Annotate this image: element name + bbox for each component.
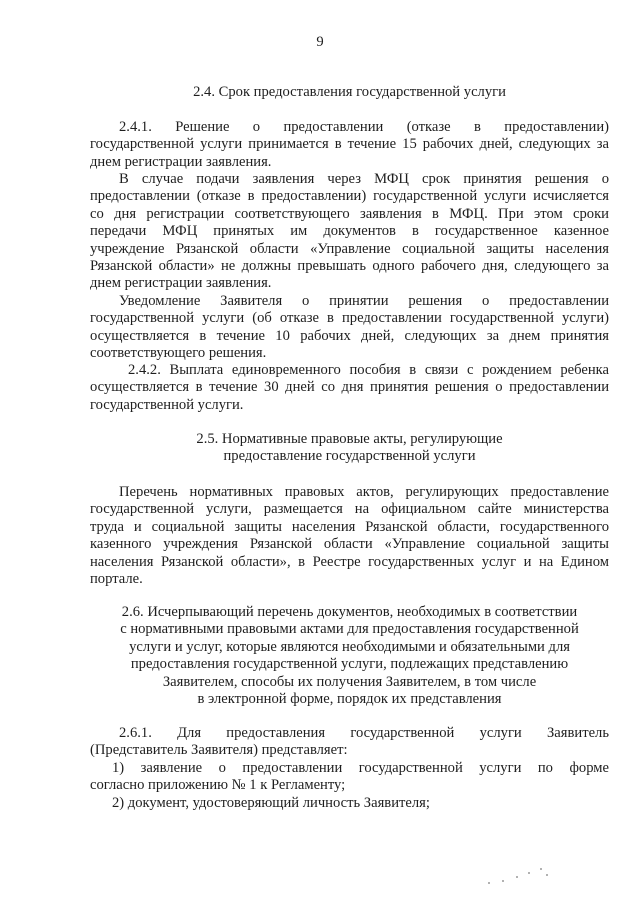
- list-item-application: 1) заявление о предоставлении государственной услуги по форме согласно приложению № 1 к Регламенту;: [90, 760, 609, 794]
- paragraph-2-4-2: 2.4.2. Выплата единовременного пособия в связи с рождением ребенка осуществляется в течение 30 дней со дня принятия решения о предоставлении государственной услуги.: [90, 362, 609, 413]
- section-heading-2-5: 2.5. Нормативные правовые акты, регулирующие предоставление государственной услуги: [196, 431, 503, 465]
- list-item-identity-document: 2) документ, удостоверяющий личность Заявителя;: [112, 795, 430, 811]
- paragraph-2-5-acts: Перечень нормативных правовых актов, регулирующих предоставление государственной услуги, размещается на официальном сайте министерства труда и социальной защиты населения Рязанской области, государственного казенного учреждения Рязанской области «Управление социальной защиты населения Рязанской области», в Реестре государственных услуг и на Едином портале.: [90, 484, 609, 588]
- paragraph-applicant-notice: Уведомление Заявителя о принятии решения о предоставлении государственной услуги (об отказе в предоставлении государственной услуги) осуществляется в течение 10 рабочих дней, следующих за днем принятия соответствующего решения.: [90, 293, 609, 362]
- page-number: 9: [316, 34, 324, 50]
- paragraph-2-4-1: 2.4.1. Решение о предоставлении (отказе в предоставлении) государственной услуги принимается в течение 15 рабочих дней, следующих за днем регистрации заявления.: [90, 119, 609, 170]
- paragraph-mfc-deadline: В случае подачи заявления через МФЦ срок принятия решения о предоставлении (отказе в предоставлении) государственной услуги исчисляется со дня регистрации соответствующего заявления в МФЦ. При этом сроки передачи МФЦ принятых им документов в государственное казенное учреждение Рязанской области «Управление социальной защиты населения Рязанской области» не должны превышать одного рабочего дня, следующего за днем регистрации заявления.: [90, 171, 609, 292]
- section-heading-2-6: 2.6. Исчерпывающий перечень документов, необходимых в соответствии с нормативными правовыми актами для предоставления государственной услуги и услуг, которые являются необходимыми и обязательными для предоставления государственной услуги, подлежащих представлению Заявителем, способы их получения Заявителем, в том числе в электронной форме, порядок их представления: [120, 604, 579, 708]
- section-heading-2-4: 2.4. Срок предоставления государственной услуги: [193, 84, 506, 100]
- paragraph-2-6-1: 2.6.1. Для предоставления государственной услуги Заявитель (Представитель Заявителя) представляет:: [90, 725, 609, 759]
